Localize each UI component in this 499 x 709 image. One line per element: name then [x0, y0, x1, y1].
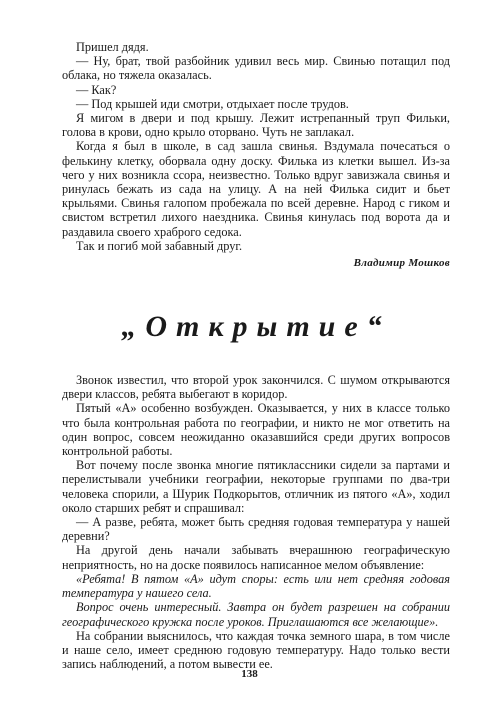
paragraph: На другой день начали забывать вчерашнюю географическую неприятность, но на доске появилось написанное мелом объявление: [62, 543, 450, 572]
paragraph: Когда я был в школе, в сад зашла свинья. Вздумала почесаться о фелькину клетку, оборвала одну доску. Филька из клетки вышел. Из-за чего у них возникла ссора, неизвестно. Только вдруг завизжала свинья и ринулась бежать из сада на улицу. А на ней Филька сидит и бьет крыльями. Свинья галопом пробежала по всей деревне. Народ с гиком и свистом встретил лихого наездника. Свинья кинулась под ворота да и раздавила своего храброго седока. [62, 139, 450, 239]
author-signature: Владимир Мошков [353, 257, 450, 270]
paragraph: Вот почему после звонка многие пятиклассники сидели за партами и перелистывали учебники географии, некоторые группами по два-три человека спорили, а Шурик Подкорытов, отличник из пятого «А», ходил около старших ребят и спрашивал: [62, 458, 450, 515]
paragraph: Пришел дядя. [76, 40, 149, 54]
paragraph: — А разве, ребята, может быть средняя годовая температура у нашей деревни? [62, 515, 450, 544]
paragraph: — Под крышей иди смотри, отдыхает после трудов. [76, 96, 349, 111]
paragraph: Пятый «А» особенно возбужден. Оказывается, у них в классе только что была контрольная работа по географии, и никто не мог ответить на один вопрос, совсем неожиданно оказавшийся среди других вопросов контрольной работы. [62, 401, 450, 459]
notice-paragraph: «Ребята! В пятом «А» идут споры: есть или нет средняя годовая температура у нашего села. [62, 571, 450, 601]
paragraph: На собрании выяснилось, что каждая точка земного шара, в том числе и наше село, имеет среднюю годовую температуру. Надо только вести запись наблюдений, а потом вывести ее. [62, 628, 450, 672]
story-title: „Открытие“ [121, 310, 391, 344]
paragraph: Звонок известил, что второй урок закончился. С шумом открываются двери классов, ребята выбегают в коридор. [62, 373, 450, 402]
paragraph: — Ну, брат, твой разбойник удивил весь мир. Свинью потащил под облака, но тяжела оказалась. [62, 54, 450, 83]
page-body [62, 40, 450, 671]
paragraph: Так и погиб мой забавный друг. [76, 238, 243, 253]
paragraph: — Как? [76, 82, 117, 97]
page-number: 138 [241, 668, 258, 680]
paragraph: Я мигом в двери и под крышу. Лежит истрепанный труп Фильки, голова в крови, одно крыло оторвано. Чуть не заплакал. [62, 111, 450, 140]
notice-paragraph: Вопрос очень интересный. Завтра он будет разрешен на собрании географического кружка после уроков. Приглашаются все желающие». [62, 600, 450, 629]
